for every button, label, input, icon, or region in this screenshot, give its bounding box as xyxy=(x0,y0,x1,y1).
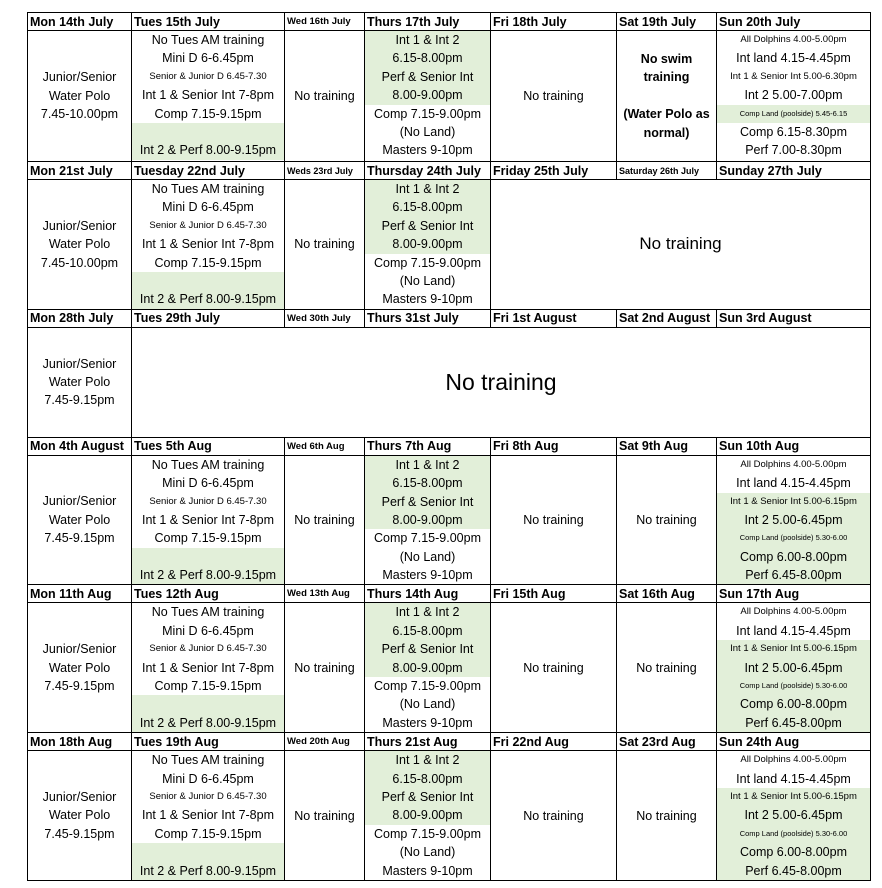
schedule-line: Int 1 & Senior Int 7-8pm xyxy=(141,88,274,103)
schedule-line: Masters 9-10pm xyxy=(382,715,473,730)
schedule-line: Int 1 & Senior Int 5.00-6.15pm xyxy=(717,640,870,658)
saturday-cell: No training xyxy=(617,751,717,881)
schedule-line: Mini D 6-6.45pm xyxy=(162,623,254,638)
schedule-line: 8.00-9.00pm xyxy=(365,86,490,104)
week-2-header-row xyxy=(28,162,871,180)
schedule-line: 7.45-10.00pm xyxy=(40,255,119,270)
day-header: Fri 1st August xyxy=(491,309,617,327)
schedule-line: Comp 7.15-9.15pm xyxy=(154,255,262,270)
highlight-gap xyxy=(132,695,284,713)
day-header: Tues 12th Aug xyxy=(132,585,285,603)
schedule-line: Water Polo xyxy=(48,375,111,390)
schedule-line: Senior & Junior D 6.45-7.30 xyxy=(149,643,267,655)
sunday-cell xyxy=(717,31,871,162)
day-header: Sun 17th Aug xyxy=(717,585,871,603)
day-header: Thurs 17th July xyxy=(365,13,491,31)
training-schedule-table xyxy=(27,12,871,881)
schedule-line: (No Land) xyxy=(399,124,456,139)
wednesday-cell: No training xyxy=(285,455,365,585)
schedule-line: Masters 9-10pm xyxy=(382,863,473,878)
schedule-line: Int 1 & Int 2 xyxy=(365,751,490,769)
schedule-line: 7.45-9.15pm xyxy=(44,531,115,546)
day-header: Thurs 14th Aug xyxy=(365,585,491,603)
day-header: Tues 19th Aug xyxy=(132,733,285,751)
schedule-line: Comp 7.15-9.00pm xyxy=(373,679,481,694)
day-header: Wed 6th Aug xyxy=(285,437,365,455)
thursday-cell xyxy=(365,455,491,585)
saturday-cell: No training xyxy=(617,603,717,733)
day-header: Thursday 24th July xyxy=(365,162,491,180)
no-training-weekend: No training xyxy=(491,180,871,310)
schedule-line: Perf 6.45-8.00pm xyxy=(717,862,870,880)
day-header: Thurs 7th Aug xyxy=(365,437,491,455)
thursday-cell xyxy=(365,751,491,881)
schedule-line: 6.15-8.00pm xyxy=(365,622,490,640)
schedule-line: Senior & Junior D 6.45-7.30 xyxy=(149,790,267,802)
schedule-line: Junior/Senior xyxy=(42,70,117,85)
schedule-line: Int land 4.15-4.45pm xyxy=(736,476,851,491)
highlight-gap xyxy=(132,843,284,861)
day-header: Fri 8th Aug xyxy=(491,437,617,455)
week-4-body-row xyxy=(28,455,871,585)
day-header: Tuesday 22nd July xyxy=(132,162,285,180)
schedule-line: Int 1 & Senior Int 7-8pm xyxy=(141,512,274,527)
schedule-line: Water Polo xyxy=(48,88,111,103)
schedule-line: No Tues AM training xyxy=(151,33,265,47)
sunday-cell xyxy=(717,455,871,585)
schedule-line: Perf & Senior Int xyxy=(365,493,490,511)
schedule-line: 7.45-10.00pm xyxy=(40,107,119,122)
schedule-line: Int 2 5.00-6.45pm xyxy=(717,659,870,677)
week-5-body-row xyxy=(28,603,871,733)
schedule-line: Perf & Senior Int xyxy=(365,640,490,658)
tuesday-cell xyxy=(132,603,285,733)
schedule-line: Int 2 5.00-6.45pm xyxy=(717,511,870,529)
monday-cell xyxy=(28,455,132,585)
saturday-cell: No training xyxy=(617,455,717,585)
schedule-line: Comp 7.15-9.00pm xyxy=(373,106,481,121)
schedule-line: 7.45-9.15pm xyxy=(44,393,115,408)
schedule-line: Int land 4.15-4.45pm xyxy=(736,623,851,638)
schedule-line: Int 1 & Senior Int 7-8pm xyxy=(141,660,274,675)
wednesday-cell: No training xyxy=(285,31,365,162)
schedule-line: Int 1 & Int 2 xyxy=(365,603,490,621)
schedule-line: No Tues AM training xyxy=(151,182,265,196)
week-3-header-row xyxy=(28,309,871,327)
friday-cell: No training xyxy=(491,455,617,585)
day-header: Weds 23rd July xyxy=(285,162,365,180)
schedule-line: All Dolphins 4.00-5.00pm xyxy=(740,606,847,618)
schedule-line: Senior & Junior D 6.45-7.30 xyxy=(149,495,267,507)
schedule-line: 7.45-9.15pm xyxy=(44,826,115,841)
schedule-line: Senior & Junior D 6.45-7.30 xyxy=(149,70,267,82)
schedule-line: Junior/Senior xyxy=(42,494,117,509)
schedule-line: All Dolphins 4.00-5.00pm xyxy=(740,458,847,470)
schedule-line: 8.00-9.00pm xyxy=(365,806,490,824)
schedule-line: Int 2 & Perf 8.00-9.15pm xyxy=(132,290,284,308)
schedule-line: training xyxy=(643,70,690,85)
schedule-line: (No Land) xyxy=(399,697,456,712)
day-header: Thurs 31st July xyxy=(365,309,491,327)
schedule-line: No swim xyxy=(640,51,693,66)
schedule-line: Perf 7.00-8.30pm xyxy=(745,143,842,158)
schedule-line: Water Polo xyxy=(48,808,111,823)
week-4-header-row xyxy=(28,437,871,455)
highlight-gap xyxy=(132,272,284,290)
week-1-header-row xyxy=(28,13,871,31)
day-header: Tues 15th July xyxy=(132,13,285,31)
schedule-line: Int 1 & Senior Int 7-8pm xyxy=(141,237,274,252)
day-header: Sun 10th Aug xyxy=(717,437,871,455)
week-1-body-row xyxy=(28,31,871,162)
schedule-line: Mini D 6-6.45pm xyxy=(162,200,254,215)
schedule-line: normal) xyxy=(643,125,690,140)
schedule-line: Int 1 & Senior Int 5.00-6.30pm xyxy=(730,70,857,82)
schedule-line: Comp Land (poolside) 5.30-6.00 xyxy=(717,825,870,843)
day-header: Sun 20th July xyxy=(717,13,871,31)
highlight-gap xyxy=(132,548,284,566)
sunday-cell xyxy=(717,603,871,733)
schedule-line: Perf 6.45-8.00pm xyxy=(717,714,870,732)
tuesday-cell xyxy=(132,31,285,162)
tuesday-cell xyxy=(132,751,285,881)
schedule-line: Junior/Senior xyxy=(42,642,117,657)
highlight-gap xyxy=(132,123,284,141)
day-header: Mon 18th Aug xyxy=(28,733,132,751)
schedule-line: Int land 4.15-4.45pm xyxy=(736,51,851,66)
schedule-line: Comp Land (poolside) 5.30-6.00 xyxy=(717,529,870,547)
schedule-line: Masters 9-10pm xyxy=(382,143,473,158)
schedule-line: Comp Land (poolside) 5.45-6.15 xyxy=(717,105,870,123)
day-header: Sat 23rd Aug xyxy=(617,733,717,751)
spacer xyxy=(617,87,716,105)
day-header: Saturday 26th July xyxy=(617,162,717,180)
schedule-line: 8.00-9.00pm xyxy=(365,235,490,253)
wednesday-cell: No training xyxy=(285,180,365,310)
schedule-line: Int 1 & Int 2 xyxy=(365,180,490,198)
schedule-line: 8.00-9.00pm xyxy=(365,659,490,677)
week-2-body-row xyxy=(28,180,871,310)
schedule-line: Mini D 6-6.45pm xyxy=(162,51,254,66)
tuesday-cell xyxy=(132,180,285,310)
schedule-line: 6.15-8.00pm xyxy=(365,198,490,216)
monday-cell xyxy=(28,327,132,437)
schedule-line: Comp 7.15-9.00pm xyxy=(373,531,481,546)
schedule-line: 6.15-8.00pm xyxy=(365,770,490,788)
schedule-line: Comp Land (poolside) 5.30-6.00 xyxy=(717,677,870,695)
schedule-line: 7.45-9.15pm xyxy=(44,679,115,694)
schedule-line: Int land 4.15-4.45pm xyxy=(736,771,851,786)
monday-cell xyxy=(28,31,132,162)
schedule-line: 6.15-8.00pm xyxy=(365,474,490,492)
schedule-line: Int 1 & Senior Int 5.00-6.15pm xyxy=(717,493,870,511)
schedule-line: (No Land) xyxy=(399,273,456,288)
schedule-line: Perf & Senior Int xyxy=(365,788,490,806)
wednesday-cell: No training xyxy=(285,751,365,881)
friday-cell: No training xyxy=(491,751,617,881)
schedule-line: Comp 6.00-8.00pm xyxy=(717,695,870,713)
friday-cell: No training xyxy=(491,603,617,733)
schedule-line: Mini D 6-6.45pm xyxy=(162,476,254,491)
schedule-line: Comp 7.15-9.15pm xyxy=(154,826,262,841)
schedule-line: Junior/Senior xyxy=(42,789,117,804)
day-header: Sunday 27th July xyxy=(717,162,871,180)
day-header: Sun 24th Aug xyxy=(717,733,871,751)
schedule-line: All Dolphins 4.00-5.00pm xyxy=(740,754,847,766)
schedule-line: Int 2 5.00-7.00pm xyxy=(744,88,843,103)
schedule-line: Int 2 & Perf 8.00-9.15pm xyxy=(132,714,284,732)
schedule-line: Int 1 & Int 2 xyxy=(365,456,490,474)
schedule-line: Senior & Junior D 6.45-7.30 xyxy=(149,219,267,231)
schedule-line: Comp 7.15-9.15pm xyxy=(154,106,262,121)
schedule-line: Water Polo xyxy=(48,512,111,527)
schedule-line: Water Polo xyxy=(48,660,111,675)
schedule-line: 6.15-8.00pm xyxy=(365,49,490,67)
schedule-line: Perf 6.45-8.00pm xyxy=(717,566,870,584)
schedule-line: No Tues AM training xyxy=(151,457,265,472)
schedule-line: All Dolphins 4.00-5.00pm xyxy=(740,34,847,45)
monday-cell xyxy=(28,180,132,310)
schedule-line: Comp 7.15-9.00pm xyxy=(373,255,481,270)
day-header: Sat 19th July xyxy=(617,13,717,31)
schedule-line: Mini D 6-6.45pm xyxy=(162,771,254,786)
thursday-cell xyxy=(365,31,491,162)
day-header: Fri 15th Aug xyxy=(491,585,617,603)
thursday-cell xyxy=(365,180,491,310)
schedule-line: Masters 9-10pm xyxy=(382,568,473,583)
day-header: Sun 3rd August xyxy=(717,309,871,327)
schedule-line: No Tues AM training xyxy=(151,605,265,620)
schedule-line: 8.00-9.00pm xyxy=(365,511,490,529)
day-header: Wed 16th July xyxy=(285,13,365,31)
day-header: Tues 29th July xyxy=(132,309,285,327)
schedule-line: Int 1 & Senior Int 7-8pm xyxy=(141,808,274,823)
day-header: Sat 2nd August xyxy=(617,309,717,327)
friday-cell: No training xyxy=(491,31,617,162)
schedule-line: Perf & Senior Int xyxy=(365,217,490,235)
schedule-line: No Tues AM training xyxy=(151,753,265,768)
day-header: Mon 14th July xyxy=(28,13,132,31)
schedule-line: (No Land) xyxy=(399,845,456,860)
schedule-line: Water Polo xyxy=(48,237,111,252)
day-header: Thurs 21st Aug xyxy=(365,733,491,751)
schedule-line: Comp 6.00-8.00pm xyxy=(717,548,870,566)
monday-cell xyxy=(28,751,132,881)
monday-cell xyxy=(28,603,132,733)
schedule-line: (No Land) xyxy=(399,549,456,564)
week-5-header-row xyxy=(28,585,871,603)
schedule-line: Int 2 5.00-6.45pm xyxy=(717,806,870,824)
schedule-line: Comp 7.15-9.00pm xyxy=(373,826,481,841)
day-header: Sat 16th Aug xyxy=(617,585,717,603)
schedule-line: Int 2 & Perf 8.00-9.15pm xyxy=(132,566,284,584)
day-header: Fri 18th July xyxy=(491,13,617,31)
week-3-body-row xyxy=(28,327,871,437)
day-header: Mon 4th August xyxy=(28,437,132,455)
schedule-line: Comp 6.00-8.00pm xyxy=(717,843,870,861)
schedule-line: Junior/Senior xyxy=(42,356,117,371)
week-6-header-row xyxy=(28,733,871,751)
tuesday-cell xyxy=(132,455,285,585)
day-header: Mon 28th July xyxy=(28,309,132,327)
day-header: Wed 30th July xyxy=(285,309,365,327)
schedule-line: Int 1 & Senior Int 5.00-6.15pm xyxy=(717,788,870,806)
day-header: Fri 22nd Aug xyxy=(491,733,617,751)
thursday-cell xyxy=(365,603,491,733)
saturday-cell xyxy=(617,31,717,162)
day-header: Wed 20th Aug xyxy=(285,733,365,751)
week-6-body-row xyxy=(28,751,871,881)
no-training-week: No training xyxy=(132,327,871,437)
schedule-line: Perf & Senior Int xyxy=(365,68,490,86)
day-header: Sat 9th Aug xyxy=(617,437,717,455)
schedule-line: Masters 9-10pm xyxy=(382,292,473,307)
day-header: Mon 21st July xyxy=(28,162,132,180)
sunday-cell xyxy=(717,751,871,881)
wednesday-cell: No training xyxy=(285,603,365,733)
schedule-line: Junior/Senior xyxy=(42,218,117,233)
schedule-line: (Water Polo as xyxy=(623,107,710,122)
schedule-line: Comp 7.15-9.15pm xyxy=(154,531,262,546)
day-header: Tues 5th Aug xyxy=(132,437,285,455)
day-header: Mon 11th Aug xyxy=(28,585,132,603)
schedule-line: Comp 7.15-9.15pm xyxy=(154,679,262,694)
schedule-line: Int 2 & Perf 8.00-9.15pm xyxy=(132,862,284,880)
schedule-line: Comp 6.15-8.30pm xyxy=(739,124,847,139)
day-header: Friday 25th July xyxy=(491,162,617,180)
day-header: Wed 13th Aug xyxy=(285,585,365,603)
schedule-line: Int 1 & Int 2 xyxy=(365,31,490,49)
schedule-line: Int 2 & Perf 8.00-9.15pm xyxy=(132,141,284,159)
